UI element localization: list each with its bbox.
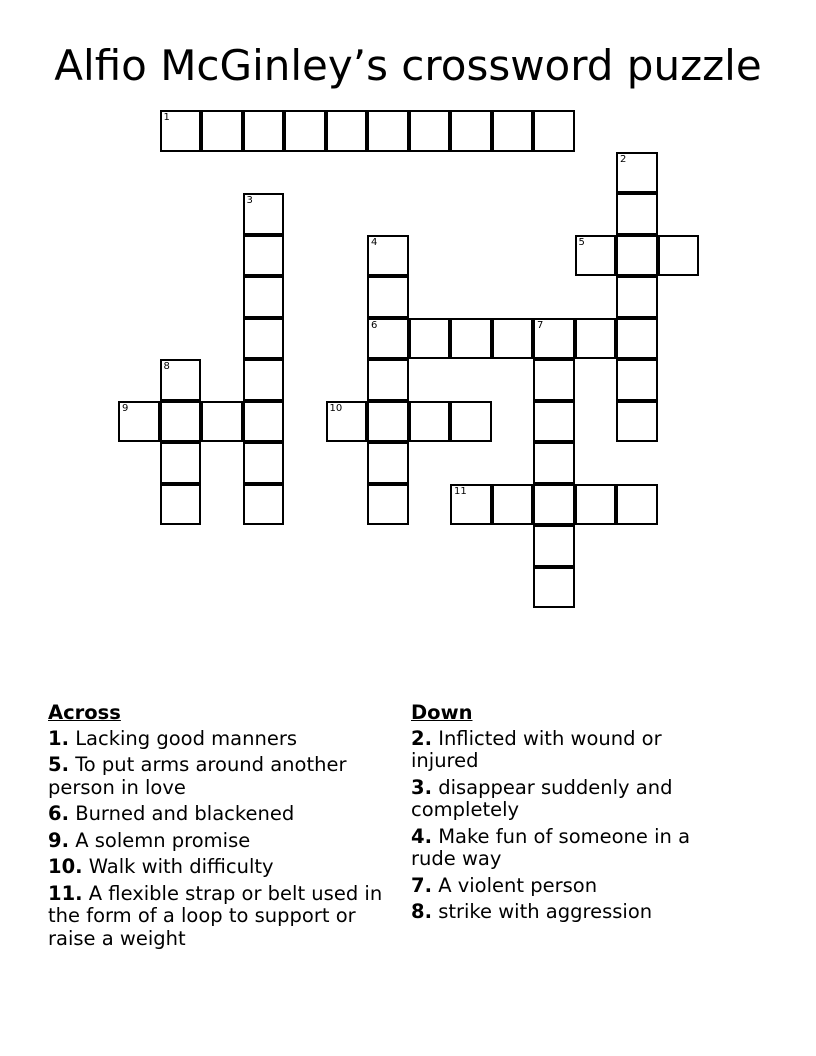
grid-cell[interactable]: [492, 484, 534, 526]
clue-number: 5.: [48, 753, 69, 776]
grid-cell[interactable]: [616, 193, 658, 235]
clue-text: Burned and blackened: [75, 802, 295, 825]
grid-cell[interactable]: [367, 442, 409, 484]
grid-cell[interactable]: [533, 110, 575, 152]
grid-cell[interactable]: [575, 484, 617, 526]
grid-cell[interactable]: [367, 401, 409, 443]
grid-cell[interactable]: [450, 484, 492, 526]
cell-number: 1: [163, 112, 170, 123]
clue-number: 3.: [411, 775, 432, 799]
across-clue: [48, 754, 408, 799]
cell-number: 5: [578, 236, 585, 248]
grid-cell[interactable]: [616, 359, 658, 401]
cell-number: 10: [329, 402, 343, 414]
grid-cell[interactable]: [409, 110, 451, 152]
across-heading: Across: [48, 701, 121, 724]
grid-cell[interactable]: [533, 484, 575, 526]
across-clue: [48, 883, 408, 951]
grid-cell[interactable]: [616, 318, 658, 360]
grid-cell[interactable]: [616, 276, 658, 318]
down-clue: [411, 901, 731, 924]
grid-cell[interactable]: [367, 276, 409, 318]
grid-cell[interactable]: [367, 235, 409, 277]
grid-cell[interactable]: [409, 318, 451, 360]
grid-cell[interactable]: [201, 401, 243, 443]
clue-number: 11.: [48, 881, 83, 905]
clue-number: 7.: [411, 873, 432, 897]
grid-cell[interactable]: [533, 318, 575, 360]
grid-cell[interactable]: [575, 235, 617, 277]
down-clues: [411, 702, 731, 928]
grid-cell[interactable]: [160, 401, 202, 443]
grid-cell[interactable]: [243, 235, 285, 277]
grid-cell[interactable]: [658, 235, 700, 277]
grid-cell[interactable]: [243, 484, 285, 526]
grid-cell[interactable]: [575, 318, 617, 360]
across-clue: [48, 856, 408, 879]
grid-cell[interactable]: [243, 359, 285, 401]
cell-number: 9: [122, 402, 129, 414]
grid-cell[interactable]: [326, 401, 368, 443]
clue-text: A solemn promise: [75, 828, 251, 852]
clue-text: Walk with difficulty: [88, 855, 274, 878]
grid-cell[interactable]: [201, 110, 243, 152]
down-clue: [411, 826, 731, 871]
clue-number: 2.: [411, 726, 432, 750]
grid-cell[interactable]: [367, 110, 409, 152]
clue-number: 10.: [48, 855, 83, 878]
across-clue: [48, 728, 408, 751]
grid-cell[interactable]: [243, 193, 285, 235]
clue-number: 4.: [411, 824, 432, 848]
grid-cell[interactable]: [450, 110, 492, 152]
down-clue: [411, 728, 731, 773]
page-title: Alfio McGinley’s crossword puzzle: [54, 41, 762, 90]
clue-number: 1.: [48, 726, 69, 750]
down-clue: [411, 875, 731, 898]
clue-text: Make fun of someone in a rude way: [411, 824, 691, 870]
clue-text: A flexible strap or belt used in the form of a loop to support or raise a weight: [48, 881, 383, 950]
cell-number: 7: [537, 319, 544, 331]
grid-cell[interactable]: [533, 359, 575, 401]
grid-cell[interactable]: [492, 110, 534, 152]
grid-cell[interactable]: [284, 110, 326, 152]
grid-cell[interactable]: [616, 484, 658, 526]
grid-cell[interactable]: [533, 442, 575, 484]
down-clue: [411, 777, 731, 822]
grid-cell[interactable]: [409, 401, 451, 443]
clue-text: To put arms around another person in love: [48, 753, 347, 799]
grid-cell[interactable]: [367, 359, 409, 401]
cell-number: 8: [163, 361, 170, 372]
grid-cell[interactable]: [616, 152, 658, 194]
down-heading: Down: [411, 701, 473, 724]
grid-cell[interactable]: [326, 110, 368, 152]
grid-cell[interactable]: [450, 401, 492, 443]
grid-cell[interactable]: [243, 401, 285, 443]
clue-text: Lacking good manners: [75, 726, 298, 750]
clue-number: 9.: [48, 828, 69, 852]
across-clues: [48, 702, 408, 954]
grid-cell[interactable]: [243, 276, 285, 318]
grid-cell[interactable]: [367, 484, 409, 526]
clue-text: disappear suddenly and completely: [411, 775, 673, 821]
grid-cell[interactable]: [243, 110, 285, 152]
grid-cell[interactable]: [367, 318, 409, 360]
clue-number: 6.: [48, 802, 69, 825]
grid-cell[interactable]: [118, 401, 160, 443]
grid-cell[interactable]: [160, 442, 202, 484]
grid-cell[interactable]: [160, 484, 202, 526]
grid-cell[interactable]: [533, 567, 575, 609]
cell-number: 2: [620, 153, 627, 165]
grid-cell[interactable]: [533, 525, 575, 567]
grid-cell[interactable]: [450, 318, 492, 360]
grid-cell[interactable]: [243, 442, 285, 484]
across-clue: [48, 803, 408, 826]
grid-cell[interactable]: [492, 318, 534, 360]
grid-cell[interactable]: [533, 401, 575, 443]
cell-number: 4: [371, 236, 378, 248]
grid-cell[interactable]: [616, 235, 658, 277]
clue-number: 8.: [411, 900, 432, 923]
grid-cell[interactable]: [160, 359, 202, 401]
clue-text: Inflicted with wound or injured: [411, 726, 662, 772]
grid-cell[interactable]: [243, 318, 285, 360]
clue-text: strike with aggression: [438, 900, 653, 923]
cell-number: 11: [454, 485, 467, 497]
cell-number: 6: [371, 319, 378, 331]
across-clue: [48, 830, 408, 853]
clue-text: A violent person: [438, 873, 598, 897]
grid-cell[interactable]: [160, 110, 202, 152]
grid-cell[interactable]: [616, 401, 658, 443]
cell-number: 3: [246, 195, 253, 206]
